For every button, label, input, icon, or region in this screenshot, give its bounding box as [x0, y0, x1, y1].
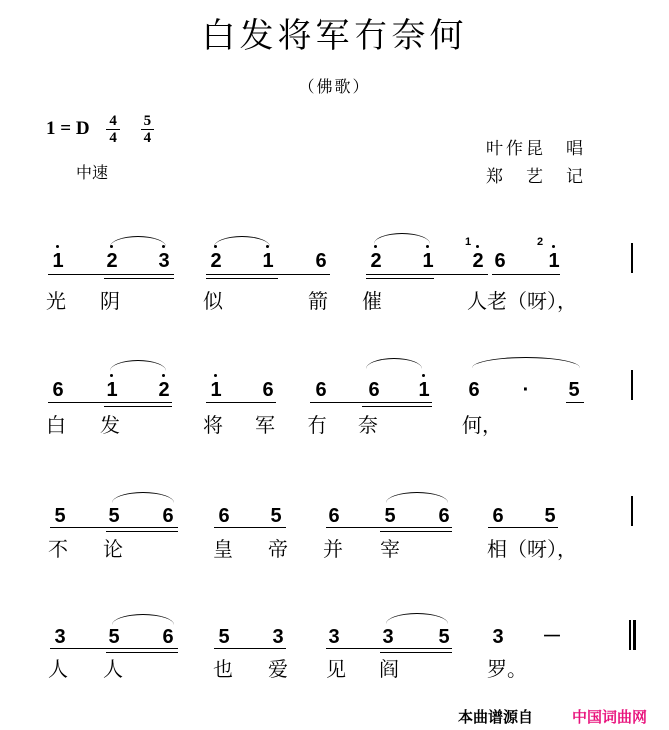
lyric: 何， — [462, 413, 502, 437]
final-barline-thick — [633, 620, 636, 650]
note: 6 — [492, 505, 504, 527]
lyric: 阎 — [379, 657, 399, 681]
note: 1 — [420, 251, 436, 271]
slur — [366, 358, 422, 369]
slur — [386, 613, 448, 624]
beam — [104, 406, 172, 407]
note: 6 — [468, 379, 480, 401]
beam — [566, 402, 584, 403]
slur — [214, 236, 270, 247]
lyric: 光 — [46, 289, 66, 313]
site-link[interactable]: 中国词曲网 — [572, 708, 648, 726]
note: 5 — [438, 626, 450, 648]
note: 5 — [218, 626, 230, 648]
note: 3 — [54, 626, 66, 648]
lyric: 冇 — [307, 413, 327, 437]
beam — [206, 402, 276, 403]
note: 5 — [544, 505, 556, 527]
beam — [326, 527, 452, 528]
note: 6 — [315, 379, 327, 401]
singer-credit: 叶作昆 唱 — [486, 139, 586, 159]
lyric: 也 — [213, 657, 233, 681]
lyric: 将 — [203, 413, 223, 437]
source-label: 本曲谱源自 — [458, 708, 534, 726]
beam — [380, 531, 452, 532]
lyric: 相（呀）， — [487, 537, 577, 561]
lyric: 阴 — [100, 289, 120, 313]
beam — [214, 527, 286, 528]
note: 2 — [104, 251, 120, 271]
slur — [374, 233, 430, 244]
beam — [492, 274, 560, 275]
meter-4-4: $\frac{4}{4}$ — [106, 113, 120, 146]
note: 6 — [162, 626, 174, 648]
beam — [104, 278, 174, 279]
note: 3 — [382, 626, 394, 648]
note: 1 — [104, 380, 120, 400]
dash-sustain: － — [542, 626, 562, 648]
note: 5 — [384, 505, 396, 527]
beam — [106, 531, 178, 532]
lyric: 似 — [203, 289, 223, 313]
beam — [48, 274, 174, 275]
note: 6 — [494, 250, 506, 272]
song-genre: （佛歌） — [298, 77, 371, 96]
beam — [366, 274, 488, 275]
beam — [48, 402, 172, 403]
note: 3 — [492, 626, 504, 648]
note: 2 — [156, 380, 172, 400]
note: 5 — [108, 626, 120, 648]
note: 1 — [546, 251, 562, 271]
lyric: 并 — [323, 537, 343, 561]
beam — [310, 402, 432, 403]
note: 3 — [272, 626, 284, 648]
tempo-marking: 中速 — [76, 163, 109, 182]
note: 6 — [218, 505, 230, 527]
barline — [631, 370, 633, 400]
note: 6 — [315, 250, 327, 272]
slur — [472, 357, 580, 368]
lyric: 催 — [362, 289, 382, 313]
note: 6 — [262, 379, 274, 401]
lyric: 箭 — [308, 289, 328, 313]
note: 6 — [368, 379, 380, 401]
note: 6 — [52, 379, 64, 401]
beam — [380, 652, 452, 653]
beam — [206, 274, 330, 275]
slur — [110, 360, 166, 371]
beam — [50, 527, 178, 528]
lyric: 军 — [255, 413, 275, 437]
final-barline-thin — [629, 620, 631, 650]
lyric: 人老（呀）， — [467, 289, 577, 313]
beam — [206, 278, 278, 279]
beam — [366, 278, 434, 279]
note: 1 — [260, 251, 276, 271]
slur — [112, 614, 174, 625]
note: 5 — [108, 505, 120, 527]
note: 5 — [270, 505, 282, 527]
note: 1 — [416, 380, 432, 400]
note: 2 — [208, 251, 224, 271]
barline — [631, 496, 633, 526]
beam — [326, 648, 452, 649]
beam — [488, 527, 558, 528]
lyric: 爱 — [268, 657, 288, 681]
note: 3 — [156, 251, 172, 271]
lyric: 见 — [326, 657, 346, 681]
beam — [214, 648, 286, 649]
note: 1 — [50, 251, 66, 271]
lyric: 皇 — [213, 537, 233, 561]
barline — [631, 243, 633, 273]
lyric: 人 — [103, 657, 123, 681]
lyric: 奈 — [358, 413, 378, 437]
lyric: 白 — [46, 413, 66, 437]
key-signature — [46, 113, 154, 146]
slur — [112, 492, 174, 503]
key-label: 1 = D — [46, 117, 90, 139]
note: 2 — [368, 251, 384, 271]
lyric: 论 — [103, 537, 123, 561]
note: 5 — [568, 379, 580, 401]
grace-note: 1 — [465, 236, 472, 248]
note: 1 — [208, 380, 224, 400]
augmentation-dot: · — [522, 379, 530, 401]
lyric: 不 — [48, 537, 68, 561]
beam — [106, 652, 178, 653]
meter-5-4: $\frac{5}{4}$ — [141, 113, 155, 146]
note: 3 — [328, 626, 340, 648]
grace-note: 2 — [537, 236, 544, 248]
note: 6 — [162, 505, 174, 527]
beam — [50, 648, 178, 649]
lyric: 罗。 — [487, 657, 527, 681]
recorder-credit: 郑 艺 记 — [486, 167, 586, 187]
slur — [110, 236, 166, 247]
note: 2 — [470, 251, 486, 271]
note: 6 — [328, 505, 340, 527]
song-title: 白发将军冇奈何 — [201, 16, 468, 56]
beam — [362, 406, 432, 407]
lyric: 宰 — [380, 537, 400, 561]
note: 5 — [54, 505, 66, 527]
lyric: 人 — [48, 657, 68, 681]
slur — [386, 492, 448, 503]
lyric: 发 — [100, 413, 120, 437]
lyric: 帝 — [268, 537, 288, 561]
note: 6 — [438, 505, 450, 527]
